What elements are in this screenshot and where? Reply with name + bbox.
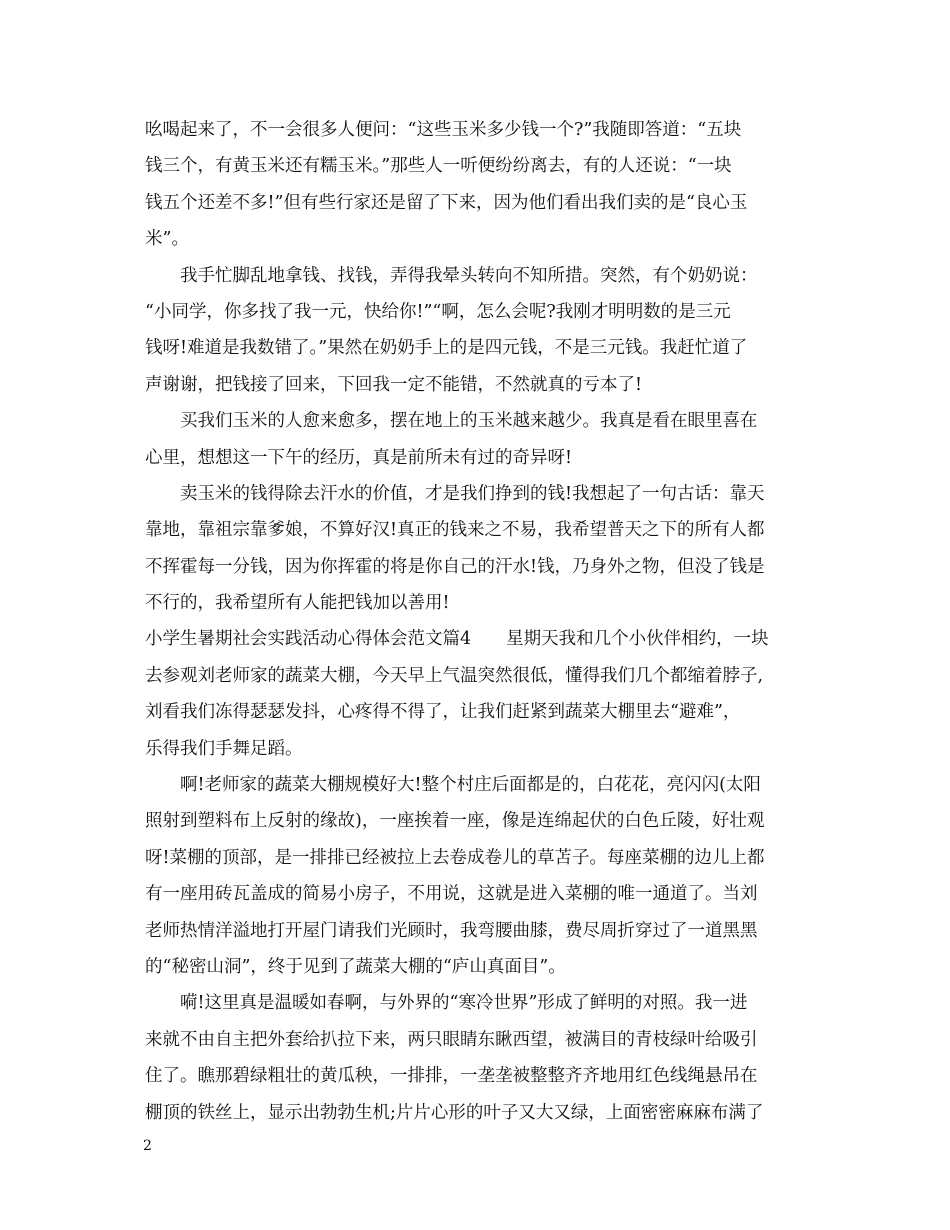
text-line: 心里，想想这一下午的经历，真是前所未有过的奇异呀! xyxy=(145,447,573,468)
document-body xyxy=(145,112,810,1131)
text-line: 嗬!这里真是温暖如春啊，与外界的“寒冷世界”形成了鲜明的对照。我一进 xyxy=(180,993,748,1014)
text-line: “小同学，你多找了我一元，快给你!”“啊，怎么会呢?我刚才明明数的是三元 xyxy=(145,301,731,322)
text-line: 卖玉米的钱得除去汗水的价值，才是我们挣到的钱!我想起了一句古话：靠天 xyxy=(180,483,765,504)
text-line: 吆喝起来了，不一会很多人便问：“这些玉米多少钱一个?”我随即答道：“五块 xyxy=(145,120,742,140)
page-number: 2 xyxy=(143,1138,152,1154)
text-line: 住了。瞧那碧绿粗壮的黄瓜秧，一排排，一垄垄被整整齐齐地用红色线绳悬吊在 xyxy=(145,1066,758,1087)
text-line: 的“秘密山洞”，终于见到了蔬菜大棚的“庐山真面目”。 xyxy=(145,956,566,977)
text-line: 刘看我们冻得瑟瑟发抖，心疼得不得了，让我们赶紧到蔬菜大棚里去“避难”， xyxy=(145,702,741,723)
text-line: 不行的，我希望所有人能把钱加以善用! xyxy=(145,593,450,614)
text-line: 靠地，靠祖宗靠爹娘，不算好汉!真正的钱来之不易，我希望普天之下的所有人都 xyxy=(145,520,765,541)
text-line: 声谢谢，把钱接了回来，下回我一定不能错，不然就真的亏本了! xyxy=(145,374,643,395)
text-line: 买我们玉米的人愈来愈多，摆在地上的玉米越来越少。我真是看在眼里喜在 xyxy=(180,411,758,432)
text-line: 啊!老师家的蔬菜大棚规模好大!整个村庄后面都是的，白花花，亮闪闪(太阳 xyxy=(180,775,761,796)
text-line: 钱呀!难道是我数错了。”果然在奶奶手上的是四元钱，不是三元钱。我赶忙道了 xyxy=(145,338,748,359)
text-line: 小学生暑期社会实践活动心得体会范文篇4 星期天我和几个小伙伴相约，一块 xyxy=(145,629,769,650)
text-line: 钱三个，有黄玉米还有糯玉米。”那些人一听便纷纷离去，有的人还说：“一块 xyxy=(145,156,732,177)
text-line: 棚顶的铁丝上，显示出勃勃生机;片片心形的叶子又大又绿，上面密密麻麻布满了 xyxy=(145,1102,764,1123)
text-line: 呀!菜棚的顶部，是一排排已经被拉上去卷成卷儿的草苫子。每座菜棚的边儿上都 xyxy=(145,847,765,868)
text-line: 来就不由自主把外套给扒拉下来，两只眼睛东瞅西望，被满目的青枝绿叶给吸引 xyxy=(145,1029,758,1050)
text-line: 我手忙脚乱地拿钱、找钱，弄得我晕头转向不知所措。突然，有个奶奶说： xyxy=(180,265,758,286)
text-line: 乐得我们手舞足蹈。 xyxy=(145,738,303,759)
text-line: 钱五个还差不多!”但有些行家还是留了下来，因为他们看出我们卖的是“良心玉 xyxy=(145,192,748,213)
text-line: 不挥霍每一分钱，因为你挥霍的将是你自己的汗水!钱，乃身外之物，但没了钱是 xyxy=(145,556,765,577)
text-line: 米”。 xyxy=(145,229,189,250)
text-line: 老师热情洋溢地打开屋门请我们光顾时，我弯腰曲膝，费尽周折穿过了一道黑黑 xyxy=(145,920,758,941)
text-line: 有一座用砖瓦盖成的简易小房子，不用说，这就是进入菜棚的唯一通道了。当刘 xyxy=(145,884,758,905)
text-line: 照射到塑料布上反射的缘故)，一座挨着一座，像是连绵起伏的白色丘陵，好壮观 xyxy=(145,811,765,832)
text-line: 去参观刘老师家的蔬菜大棚，今天早上气温突然很低，懂得我们几个都缩着脖子, xyxy=(145,665,764,686)
